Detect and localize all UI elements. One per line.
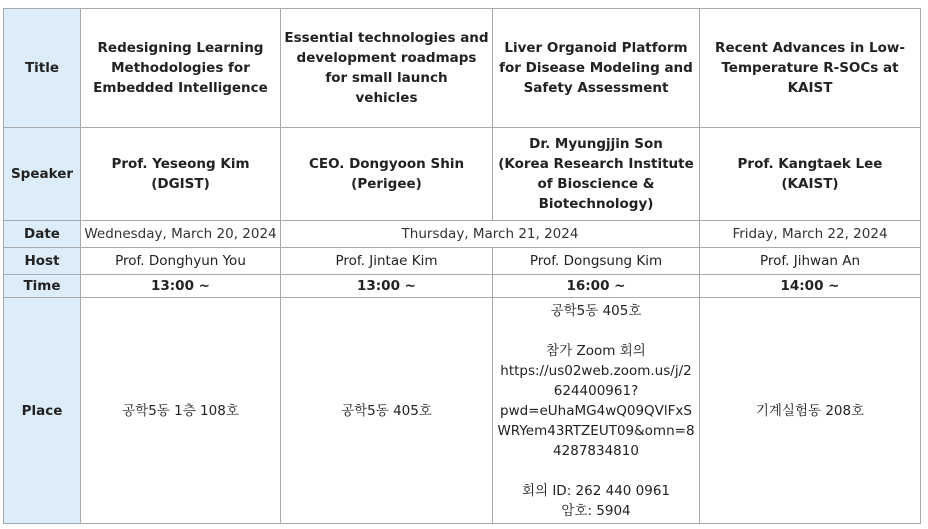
speaker-cell-2: CEO. Dongyoon Shin (Perigee) bbox=[281, 128, 493, 221]
time-cell-1: 13:00 ~ bbox=[81, 275, 281, 298]
time-cell-3: 16:00 ~ bbox=[493, 275, 700, 298]
title-cell-2: Essential technologies and development roadmaps for small launch vehicles bbox=[281, 9, 493, 128]
date-cell-day1: Wednesday, March 20, 2024 bbox=[81, 221, 281, 248]
time-header: Time bbox=[4, 275, 81, 298]
host-cell-4: Prof. Jihwan An bbox=[700, 248, 921, 275]
place-row bbox=[4, 298, 921, 524]
date-header: Date bbox=[4, 221, 81, 248]
place-header: Place bbox=[4, 298, 81, 524]
speaker-row bbox=[4, 128, 921, 221]
date-cell-day2: Thursday, March 21, 2024 bbox=[281, 221, 700, 248]
host-row bbox=[4, 248, 921, 275]
date-cell-day3: Friday, March 22, 2024 bbox=[700, 221, 921, 248]
date-row bbox=[4, 221, 921, 248]
speaker-cell-3: Dr. Myungjjin Son (Korea Research Institute of Bioscience & Biotechnology) bbox=[493, 128, 700, 221]
host-cell-3: Prof. Dongsung Kim bbox=[493, 248, 700, 275]
speaker-cell-1: Prof. Yeseong Kim (DGIST) bbox=[81, 128, 281, 221]
title-cell-1: Redesigning Learning Methodologies for Embedded Intelligence bbox=[81, 9, 281, 128]
title-row bbox=[4, 9, 921, 128]
host-cell-2: Prof. Jintae Kim bbox=[281, 248, 493, 275]
place-cell-1: 공학5동 1층 108호 bbox=[81, 298, 281, 524]
time-cell-4: 14:00 ~ bbox=[700, 275, 921, 298]
host-header: Host bbox=[4, 248, 81, 275]
speaker-cell-4: Prof. Kangtaek Lee (KAIST) bbox=[700, 128, 921, 221]
seminar-schedule-table bbox=[3, 8, 921, 524]
title-cell-4: Recent Advances in Low-Temperature R-SOCs at KAIST bbox=[700, 9, 921, 128]
title-header: Title bbox=[4, 9, 81, 128]
place-cell-2: 공학5동 405호 bbox=[281, 298, 493, 524]
title-cell-3: Liver Organoid Platform for Disease Modeling and Safety Assessment bbox=[493, 9, 700, 128]
speaker-header: Speaker bbox=[4, 128, 81, 221]
place-cell-3-zoom[interactable]: 공학5동 405호 참가 Zoom 회의 https://us02web.zoom.us/j/2624400961?pwd=eUhaMG4wQ09QVlFxSWRYem43RTZEUT09&omn=84287834810 회의 ID: 262 440 0961 암호: 5904 bbox=[493, 298, 700, 524]
time-cell-2: 13:00 ~ bbox=[281, 275, 493, 298]
place-cell-4: 기계실험동 208호 bbox=[700, 298, 921, 524]
host-cell-1: Prof. Donghyun You bbox=[81, 248, 281, 275]
time-row bbox=[4, 275, 921, 298]
